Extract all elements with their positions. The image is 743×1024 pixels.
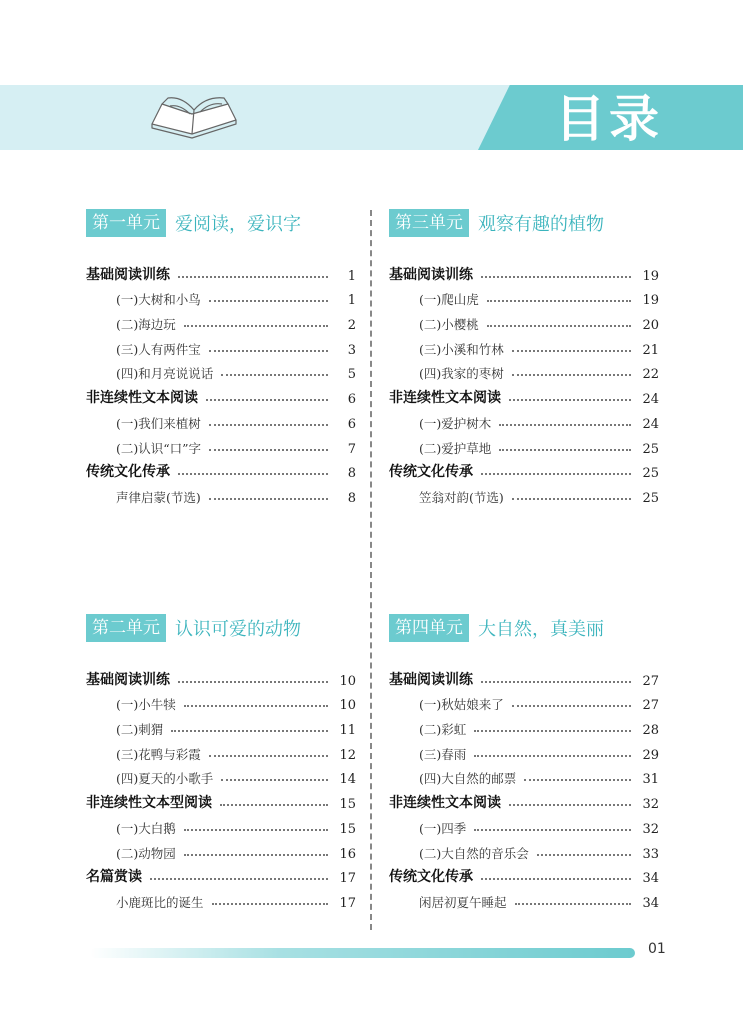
toc-label: 非连续性文本阅读 [86,390,198,407]
toc-page: 25 [642,466,659,482]
leader-dots [178,276,328,278]
leader-dots [184,854,328,856]
leader-dots [487,325,631,327]
leader-dots [209,449,328,451]
leader-dots [481,276,631,278]
toc-page: 33 [642,846,659,862]
toc-label: 传统文化传承 [389,464,473,481]
toc-entry[interactable] [86,689,356,714]
leader-dots [481,878,631,880]
toc-label: 小鹿斑比的诞生 [116,894,204,910]
toc-entry[interactable] [389,837,659,862]
toc-entry[interactable] [86,713,356,738]
toc-label: (四)我家的枣树 [419,366,504,382]
toc-label: 名篇赏读 [86,869,142,886]
toc-entry[interactable] [86,284,356,309]
leader-dots [474,730,631,732]
toc-label: (四)大自然的邮票 [419,771,517,787]
toc-page: 15 [339,797,356,813]
toc-page: 27 [642,673,659,689]
toc-entry[interactable] [86,664,356,689]
open-book-icon [148,94,240,140]
toc-label: (二)刺猬 [116,722,164,738]
leader-dots [178,681,328,683]
toc-entry[interactable] [86,787,356,812]
leader-dots [221,779,328,781]
toc-entry[interactable] [86,382,356,407]
toc-label: (四)和月亮说说话 [116,366,214,382]
toc-entry[interactable] [389,432,659,457]
toc-entry[interactable] [389,738,659,763]
leader-dots [499,424,631,426]
toc-label: (三)小溪和竹林 [419,341,504,357]
unit-header [389,209,659,237]
toc-page: 22 [642,367,659,383]
toc-page: 19 [642,293,659,309]
toc-page: 10 [339,673,356,689]
toc-label: (一)我们来植树 [116,415,201,431]
toc-entry[interactable] [389,382,659,407]
toc-label: (二)认识“口”字 [116,440,202,456]
toc-entry[interactable] [389,787,659,812]
leader-dots [209,755,328,757]
unit-2-section [86,614,356,911]
toc-entry[interactable] [389,259,659,284]
toc-page: 8 [347,466,356,482]
leader-dots [509,804,631,806]
leader-dots [481,473,631,475]
toc-entry[interactable] [389,407,659,432]
toc-entry[interactable] [389,284,659,309]
toc-entry[interactable] [389,713,659,738]
toc-page: 28 [642,723,659,739]
toc-page: 19 [642,268,659,284]
toc-entry[interactable] [86,457,356,482]
toc-entry[interactable] [389,481,659,506]
leader-dots [209,350,328,352]
toc-entry[interactable] [86,259,356,284]
unit-3-section [389,209,659,506]
toc-entry[interactable] [389,358,659,383]
toc-page: 21 [642,342,659,358]
leader-dots [481,681,631,683]
toc-label: 非连续性文本阅读 [389,795,501,812]
leader-dots [209,498,328,500]
toc-entry[interactable] [389,308,659,333]
toc-label: 笠翁对韵(节选) [419,489,504,505]
toc-page: 8 [347,490,356,506]
toc-label: (一)秋姑娘来了 [419,697,504,713]
page-title: 目录 [555,90,663,148]
leader-dots [209,424,328,426]
toc-label: 传统文化传承 [389,869,473,886]
toc-label: 基础阅读训练 [86,266,170,283]
leader-dots [537,854,631,856]
page-number: 01 [648,941,666,957]
leader-dots [212,903,328,905]
unit-header [86,209,356,237]
toc-page: 20 [642,318,659,334]
leader-dots [515,903,631,905]
toc-entry[interactable] [389,333,659,358]
toc-page: 34 [642,895,659,911]
toc-label: (二)彩虹 [419,722,467,738]
toc-page: 25 [642,441,659,457]
toc-entry[interactable] [389,862,659,887]
leader-dots [184,705,328,707]
toc-page: 15 [339,821,356,837]
leader-dots [221,374,328,376]
leader-dots [512,705,631,707]
toc-entry[interactable] [86,333,356,358]
unit-4-section [389,614,659,911]
unit-badge: 第一单元 [86,209,166,237]
unit-header [86,614,356,642]
leader-dots [487,300,631,302]
leader-dots [220,804,328,806]
toc-label: 基础阅读训练 [389,671,473,688]
leader-dots [171,730,328,732]
toc-label: (一)爱护树木 [419,415,492,431]
unit-badge: 第四单元 [389,614,469,642]
toc-entry[interactable] [86,763,356,788]
toc-entry[interactable] [389,689,659,714]
toc-label: (三)春雨 [419,746,467,762]
leader-dots [150,878,328,880]
toc-entry[interactable] [86,481,356,506]
toc-label: (四)夏天的小歌手 [116,771,214,787]
toc-page: 1 [347,268,356,284]
toc-page: 17 [339,871,356,887]
unit-badge: 第二单元 [86,614,166,642]
toc-page: 6 [347,392,356,408]
toc-label: (二)动物园 [116,845,176,861]
toc-label: 非连续性文本阅读 [389,390,501,407]
toc-label: (三)花鸭与彩霞 [116,746,201,762]
leader-dots [512,350,631,352]
leader-dots [509,399,631,401]
toc-label: (一)大白鹅 [116,820,176,836]
toc-label: (二)海边玩 [116,317,176,333]
toc-page: 16 [339,846,356,862]
toc-page: 32 [642,821,659,837]
toc-entry[interactable] [389,886,659,911]
leader-dots [499,449,631,451]
toc-page: 29 [642,747,659,763]
toc-entry[interactable] [86,837,356,862]
toc-entry[interactable] [86,862,356,887]
unit-title: 观察有趣的植物 [478,214,604,235]
toc-page: 12 [339,747,356,763]
toc-page: 34 [642,871,659,887]
unit-1-section [86,209,356,506]
unit-badge: 第三单元 [389,209,469,237]
leader-dots [474,829,631,831]
toc-label: (一)四季 [419,820,467,836]
toc-entry[interactable] [86,432,356,457]
toc-label: 基础阅读训练 [86,671,170,688]
toc-entry[interactable] [86,358,356,383]
toc-label: 基础阅读训练 [389,266,473,283]
toc-page: 27 [642,698,659,714]
toc-page: 1 [347,293,356,309]
leader-dots [474,755,631,757]
leader-dots [512,374,631,376]
toc-label: 非连续性文本型阅读 [86,795,212,812]
unit-title: 认识可爱的动物 [175,619,301,640]
toc-label: (一)小牛犊 [116,697,176,713]
leader-dots [512,498,631,500]
toc-entry[interactable] [86,812,356,837]
toc-label: (二)小樱桃 [419,317,479,333]
column-divider [370,210,372,930]
leader-dots [209,300,328,302]
toc-entry[interactable] [86,886,356,911]
toc-entry[interactable] [86,407,356,432]
toc-label: (二)爱护草地 [419,440,492,456]
leader-dots [184,829,328,831]
toc-entry[interactable] [389,664,659,689]
toc-page: 6 [347,416,356,432]
footer-bar [90,948,635,958]
toc-page: 14 [339,772,356,788]
toc-entry[interactable] [86,308,356,333]
toc-label: 传统文化传承 [86,464,170,481]
toc-page: 5 [347,367,356,383]
leader-dots [206,399,328,401]
toc-page: 11 [339,723,356,739]
toc-label: 闲居初夏午睡起 [419,894,507,910]
toc-entry[interactable] [389,812,659,837]
toc-page: 7 [347,441,356,457]
toc-label: (三)人有两件宝 [116,341,201,357]
toc-label: (二)大自然的音乐会 [419,845,529,861]
toc-page: 25 [642,490,659,506]
toc-page: 2 [347,318,356,334]
toc-label: (一)爬山虎 [419,292,479,308]
toc-entry[interactable] [86,738,356,763]
toc-page: 24 [642,392,659,408]
unit-header [389,614,659,642]
unit-title: 大自然，真美丽 [478,619,604,640]
toc-entry[interactable] [389,763,659,788]
toc-page: 32 [642,797,659,813]
toc-page: 24 [642,416,659,432]
toc-page: 10 [339,698,356,714]
leader-dots [184,325,328,327]
toc-label: 声律启蒙(节选) [116,489,201,505]
leader-dots [178,473,328,475]
toc-page: 31 [642,772,659,788]
toc-page: 3 [347,342,356,358]
unit-title: 爱阅读，爱识字 [175,214,301,235]
toc-entry[interactable] [389,457,659,482]
toc-label: (一)大树和小鸟 [116,292,201,308]
leader-dots [524,779,631,781]
toc-page: 17 [339,895,356,911]
